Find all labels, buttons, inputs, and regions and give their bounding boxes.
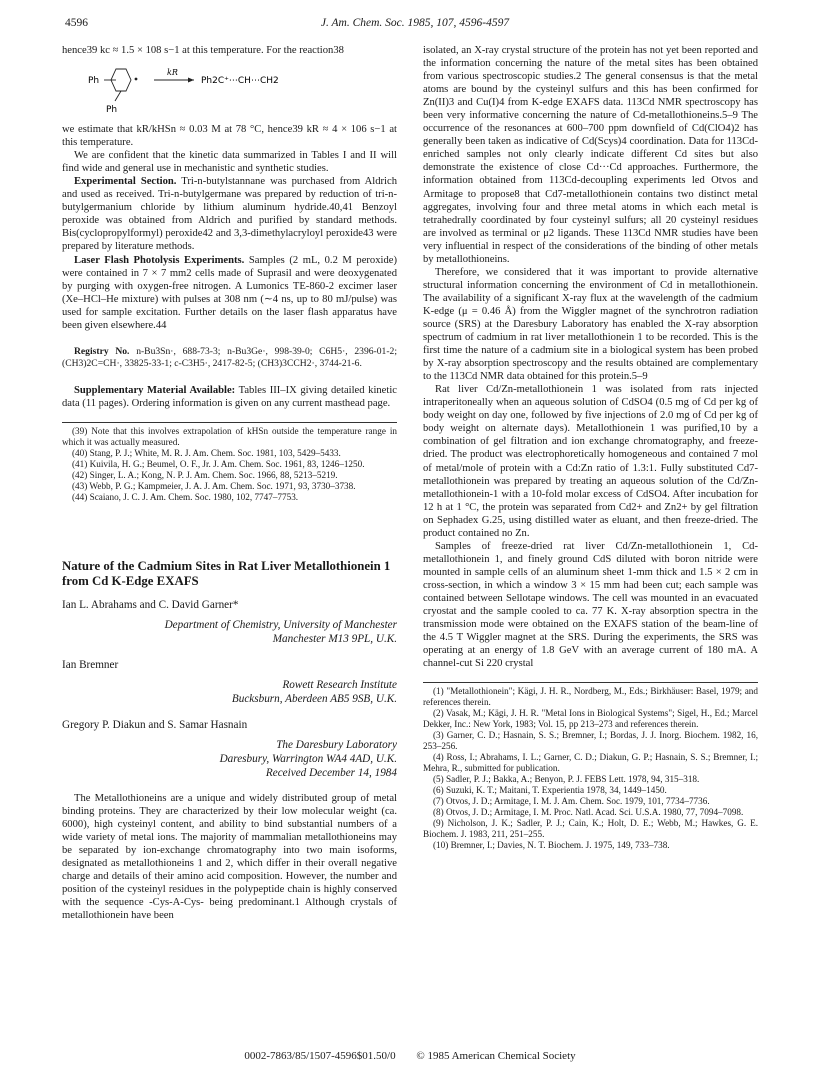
body-paragraph-1: isolated, an X-ray crystal structure of the protein has not yet been reported and the information concerning the nature of the metal sites has been obtained from various spectroscopic studies.2 The general consensus is that the metal atoms are bound by the cysteinyl sulfurs and this has been confirmed for Zn(II)3 and Cu(I)4 from K-edge EXAFS data. 113Cd NMR spectroscopy has been very informative concerning the nature of Cd-metallothioneins.5–9 The occurrence of the resonances at 600–700 ppm downfield of Cd(ClO4)2 has generally been taken as indicative of Cd(Scys)4 coordination. Data for 113Cd-enriched samples not only clearly indicate different Cd sites but also demonstrate the existence of close Cd···Cd approaches. Furthermore, the information obtained from 113Cd-decoupling experiments led Otvos and Armitage to propose8 that Cd7-metallothionein contains two distinct metal aggregates, involving four and three metal atoms in which each metal is tetrahedrally coordinated by four cysteinyl sulfurs; all 20 cysteinyl residues are involved as terminal or μ2 ligands. These 113Cd NMR studies have been very influential in respect of the considerations of the binding of other metals by metallothioneins.	[423, 45, 758, 265]
experimental-text: Tri-n-butylstannane was purchased from Aldrich and used as received. Tri-n-butylgermane was prepared by reduction of tri-n-butylgermanium chloride by lithium aluminum hydride.40,41 Benzoyl peroxide was obtained from Aldrich and purified by standard methods. Bis(cyclopropylformyl) peroxide42 and 3,3-dimethylacryloyl peroxide43 were prepared by literature methods.	[62, 176, 397, 253]
registry-text: n-Bu3Sn·, 688-73-3; n-Bu3Ge·, 998-39-0; C6H5·, 2396-01-2; (CH3)2C=CH·, 33825-33-1; c-C3H5·, 2417-82-5; (CH3)3CCH2·, 3744-21-6.	[62, 345, 398, 369]
authors-1: Ian L. Abrahams and C. David Garner*	[62, 598, 239, 611]
footnote: (8) Otvos, J. D.; Armitage, I. M. Proc. Natl. Acad. Sci. U.S.A. 1980, 77, 7094–7098.	[433, 807, 744, 818]
footnote: (4) Ross, I.; Abrahams, I. L.; Garner, C. D.; Diakun, G. P.; Hasnain, S. S.; Bremner, I.; Mehra, R., submitted for publication.	[423, 752, 758, 774]
affiliation-2-line-1: Rowett Research Institute	[282, 678, 397, 691]
copyright-notice: © 1985 American Chemical Society	[416, 1050, 576, 1062]
scheme-rate-label: kR	[167, 68, 178, 78]
footnote: (2) Vasak, M.; Kägi, J. H. R. "Metal Ions in Biological Systems"; Sigel, H., Ed.; Marcel Dekker, Inc.: New York, 1983; Vol. 15, pp 213–273 and references therein.	[423, 708, 758, 730]
left-footnotes	[62, 426, 397, 503]
affiliation-1-line-1: Department of Chemistry, University of Manchester	[164, 618, 397, 631]
footnote: (6) Suzuki, K. T.; Maitani, T. Experientia 1978, 34, 1449–1450.	[433, 785, 667, 796]
article-title: Nature of the Cadmium Sites in Rat Liver Metallothionein 1 from Cd K-Edge EXAFS	[62, 558, 391, 588]
footnote-rule	[62, 422, 397, 423]
affiliation-1-line-2: Manchester M13 9PL, U.K.	[272, 632, 397, 645]
journal-reference: J. Am. Chem. Soc. 1985, 107, 4596-4597	[320, 17, 510, 29]
received-date: Received December 14, 1984	[265, 766, 397, 779]
footnote: (41) Kuivila, H. G.; Beumel, O. F., Jr. J. Am. Chem. Soc. 1961, 83, 1246–1250.	[72, 458, 365, 469]
supplementary-section	[62, 384, 397, 410]
laser-section	[62, 254, 397, 332]
laser-heading: Laser Flash Photolysis Experiments.	[74, 254, 245, 266]
supplementary-text: Tables III–IX giving detailed kinetic data (11 pages). Ordering information is given on any current masthead page.	[62, 384, 397, 409]
footnote: (43) Webb, P. G.; Kampmeier, J. A. J. Am. Chem. Soc. 1971, 93, 3730–3738.	[72, 480, 356, 491]
authors-3: Gregory P. Diakun and S. Samar Hasnain	[62, 718, 248, 731]
footnote: (10) Bremner, I.; Davies, N. T. Biochem. J. 1975, 149, 733–738.	[433, 840, 670, 851]
footnote: (7) Otvos, J. D.; Armitage, I. M. J. Am. Chem. Soc. 1979, 101, 7734–7736.	[433, 796, 710, 807]
authors-2: Ian Bremner	[62, 658, 119, 671]
footnote-rule	[423, 682, 758, 683]
experimental-heading: Experimental Section.	[74, 176, 177, 188]
running-header	[65, 17, 765, 33]
scheme-ph-left: Ph	[88, 76, 100, 87]
body-paragraph-2: Therefore, we considered that it was important to provide alternative structural information concerning the environment of Cd in metallothionein. The availability of a significant X-ray flux at the wavelength of the cadmium K-edge (μ = 0.46 Å) from the Wiggler magnet of the synchrotron radiation source (SRS) at the Daresbury Laboratory has enabled the X-ray absorption spectrum of cadmium in rat liver metallothionein 1 to be recorded. This is the first time the nature of a cadmium site in a biological system has been probed by X-ray absorption spectroscopy and the results obtained are complementary to the 113Cd NMR data obtained for this protein.5–9	[423, 266, 758, 383]
right-column	[423, 44, 758, 851]
footnote: (44) Scaiano, J. C. J. Am. Chem. Soc. 1980, 102, 7747–7753.	[72, 491, 299, 502]
scheme-product: Ph2C⁺⋯CH⋯CH2	[201, 76, 279, 87]
conclusion-paragraph: We are confident that the kinetic data summarized in Tables I and II will find wide and general use in mechanistic and synthetic studies.	[62, 150, 397, 175]
affiliation-2-line-2: Bucksburn, Aberdeen AB5 9SB, U.K.	[231, 692, 397, 705]
footnote: (3) Garner, C. D.; Hasnain, S. S.; Bremner, I.; Bordas, J. J. Inorg. Biochem. 1982, 16, 253–256.	[423, 730, 758, 752]
right-footnotes	[423, 686, 758, 851]
article-code: 0002-7863/85/1507-4596$01.50/0	[244, 1050, 396, 1062]
body-paragraph-3: Rat liver Cd/Zn-metallothionein 1 was isolated from rats injected intraperitoneally when an aqueous solution of CdSO4 (0.5 mg of Cd per kg of body weight on day one, followed by five injections of 2.0 mg of Cd per kg of body weight on alternate days). Metallothionein 1 was purified,10 by a combination of gel filtration and ion exchange chromatography, and freeze-dried. The product was electrophoretically homogeneous and contained 7 mol of metal/mole of protein with a Cd:Zn ratio of 1.3:1. Fully substituted Cd7-metallothionein was prepared by treating an aqueous solution of the Cd/Zn-metallothionein-1 with a 10-fold molar excess of CdSO4. After incubation for 12 h at 1 °C, the protein was separated from Cd2+ and Zn2+ by gel filtration on Sephadex G.25, using distilled water as eluant, and then freeze-dried. The product contained no Zn.	[423, 384, 758, 539]
affiliation-3-line-1: The Daresbury Laboratory	[276, 738, 397, 751]
reaction-scheme	[62, 59, 397, 117]
page-footer	[0, 1050, 820, 1062]
experimental-section	[62, 175, 397, 253]
registry-heading: Registry No.	[74, 345, 130, 357]
footnote: (9) Nicholson, J. K.; Sadler, P. J.; Cain, K.; Holt, D. E.; Webb, M.; Hawkes, G. E. Biochem. J. 1983, 211, 251–255.	[423, 818, 758, 840]
intro-paragraph: The Metallothioneins are a unique and widely distributed group of metal binding proteins. They are characterized by their low molecular weight (ca. 6000), high cysteinyl content, and ability to bind substantial numbers of a wide variety of metal ions. The majority of mammalian metallothioneins may be separated by ion-exchange chromatography into two main isoforms, designated as metallothioneins 1 and 2, which differ in their overall negative charge and details of their amino acid composition. However, the number and position of the cysteinyl residues in the polypeptide chain is highly conserved with the sequence -Cys-A-Cys- being predominant.1 Although crystals of metallothionein have been	[62, 792, 397, 922]
kc-estimate-paragraph: hence39 kc ≈ 1.5 × 108 s−1 at this temperature. For the reaction38	[62, 45, 344, 56]
footnote: (40) Stang, P. J.; White, M. R. J. Am. Chem. Soc. 1981, 103, 5429–5433.	[72, 447, 341, 458]
laser-text: Samples (2 mL, 0.2 M peroxide) were contained in 7 × 7 mm2 cells made of Suprasil and were deoxygenated by purging with oxygen-free nitrogen. A Lumonics TE-860-2 excimer laser (Xe–HCl–He mixture) with pulses at 308 nm (∼4 ns, up to 80 mJ/pulse) was used for sample excitation. Further details on the laser flash apparatus have been given elsewhere.44	[62, 254, 397, 331]
scheme-ph-bottom: Ph	[106, 105, 118, 116]
page-number: 4596	[65, 17, 88, 29]
body-paragraph-4: Samples of freeze-dried rat liver Cd/Zn-metallothionein 1, Cd-metallothionein 1, and finely ground CdS diluted with boron nitride were mounted in sample cells of an aluminum sheet 1-mm thick and 1.5 × 2 cm in cross-section, in which a window 3 × 15 mm had been cut; each sample was contained between Sellotape windows. The cell was mounted in an evacuated cryostat and the sample cooled to ca. 77 K. X-ray absorption spectra in the transmission mode were obtained on the EXAFS station of the beam-line of the 4.5 T Wiggler magnet at the SRS. During the experiments, the SRS was operating at an energy of 1.8 GeV with an average current of 180 mA. A channel-cut Si 220 crystal	[423, 540, 758, 670]
footnote: (5) Sadler, P. J.; Bakka, A.; Benyon, P. J. FEBS Lett. 1978, 94, 315–318.	[433, 774, 700, 785]
footnote: (1) "Metallothionein"; Kägi, J. H. R., Nordberg, M., Eds.; Birkhäuser: Basel, 1979; and references therein.	[423, 686, 758, 708]
footnote: (39) Note that this involves extrapolation of kHSn outside the temperature range in which it was actually measured.	[62, 425, 397, 447]
kr-estimate-paragraph: we estimate that kR/kHSn ≈ 0.03 M at 78 °C, hence39 kR ≈ 4 × 106 s−1 at this temperature.	[62, 124, 397, 149]
footnote: (42) Singer, L. A.; Kong, N. P. J. Am. Chem. Soc. 1966, 88, 5213–5219.	[72, 469, 338, 480]
left-column	[62, 44, 397, 922]
registry-section	[62, 346, 397, 370]
affiliation-3-line-2: Daresbury, Warrington WA4 4AD, U.K.	[219, 752, 397, 765]
supplementary-heading: Supplementary Material Available:	[74, 384, 236, 396]
reaction-scheme-drawing	[62, 59, 397, 117]
